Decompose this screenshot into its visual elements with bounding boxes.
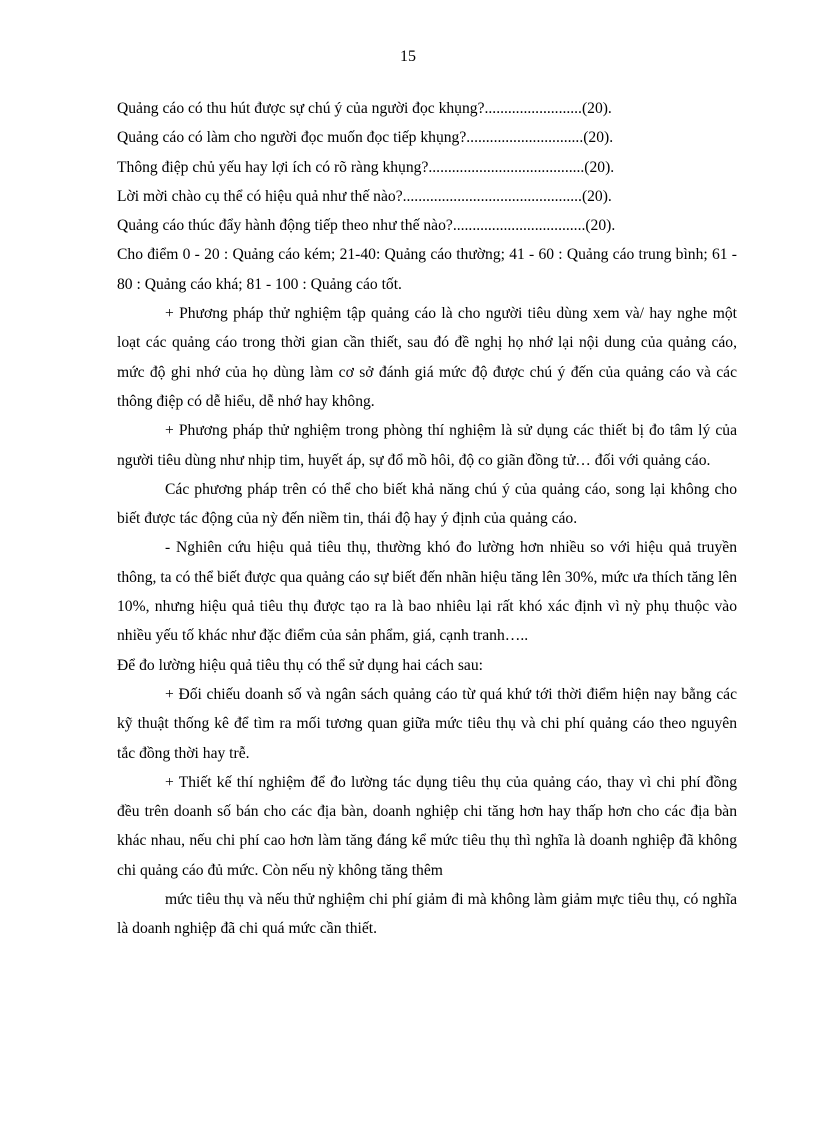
method-laboratory-test: + Phương pháp thử nghiệm trong phòng thí nghiệm là sử dụng các thiết bị đo tâm lý của người tiêu dùng như nhịp tim, huyết áp, sự đổ mồ hôi, độ co giãn đồng tử… đối với quảng cáo. — [117, 422, 737, 469]
checklist-item-attention: Quảng cáo có thu hút được sự chú ý của người đọc khụng?.........................(20). — [117, 100, 612, 117]
sales-effect-research: - Nghiên cứu hiệu quả tiêu thụ, thường khó đo lường hơn nhiều so với hiệu quả truyền thông, ta có thể biết được qua quảng cáo sự biết đến nhãn hiệu tăng lên 30%, mức ưa thích tăng lên 10%, nhưng hiệu quả tiêu thụ được tạo ra là bao nhiêu lại rất khó xác định vì nỳ phụ thuộc vào nhiều yếu tố khác như đặc điểm của sản phẩm, giá, cạnh tranh….. — [117, 539, 737, 645]
checklist-item-read-more: Quảng cáo có làm cho người đọc muốn đọc tiếp khụng?..............................(20). — [117, 129, 614, 147]
checklist-item-message: Thông điệp chủ yếu hay lợi ích có rõ ràng khụng?........................................(20). — [117, 158, 615, 176]
checklist-item-offer: Lời mời chào cụ thể có hiệu quả như thế nào?..............................................(20). — [117, 187, 612, 205]
method-portfolio-test: + Phương pháp thử nghiệm tập quảng cáo là cho người tiêu dùng xem và/ hay nghe một loạt các quảng cáo trong thời gian cần thiết, sau đó đề nghị họ nhớ lại nội dung của quảng cáo, mức độ ghi nhớ của họ dùng làm cơ sở đánh giá mức độ được chú ý đến của quảng cáo và các thông điệp có dễ hiểu, dễ nhớ hay không. — [117, 305, 737, 410]
methods-summary: Các phương pháp trên có thể cho biết khả năng chú ý của quảng cáo, song lại không cho biết được tác động của nỳ đến niềm tin, thái độ hay ý định của quảng cáo. — [117, 480, 737, 528]
document-body — [117, 94, 737, 944]
method-historical-comparison: + Đối chiếu doanh số và ngân sách quảng cáo từ quá khứ tới thời điểm hiện nay bằng các kỹ thuật thống kê để tìm ra mối tương quan giữa mức tiêu thụ và chi phí quảng cáo theo nguyên tắc đồng thời hay trễ. — [117, 685, 737, 762]
scoring-paragraph: Cho điểm 0 - 20 : Quảng cáo kém; 21-40: Quảng cáo thường; 41 - 60 : Quảng cáo trung bình; 61 - 80 : Quảng cáo khá; 81 - 100 : Quảng cáo tốt. — [117, 246, 737, 293]
method-experimental-design-continued: mức tiêu thụ và nếu thử nghiệm chi phí giảm đi mà không làm giảm mực tiêu thụ, có nghĩa là doanh nghiệp đã chi quá mức cần thiết. — [117, 891, 737, 938]
sales-measurement-intro: Để đo lường hiệu quả tiêu thụ có thể sử dụng hai cách sau: — [117, 656, 483, 674]
page-number: 15 — [400, 48, 416, 65]
method-experimental-design: + Thiết kế thí nghiệm để đo lường tác dụng tiêu thụ của quảng cáo, thay vì chi phí đồng đều trên doanh số bán cho các địa bàn, doanh nghiệp chi tăng hơn hay thấp hơn cho các địa bàn khác nhau, nếu chi phí cao hơn làm tăng đáng kể mức tiêu thụ thì nghĩa là doanh nghiệp đã không chi quảng cáo đủ mức. Còn nếu nỳ không tăng thêm — [117, 773, 737, 879]
checklist-item-action: Quảng cáo thúc đẩy hành động tiếp theo như thế nào?..................................(20). — [117, 217, 616, 235]
